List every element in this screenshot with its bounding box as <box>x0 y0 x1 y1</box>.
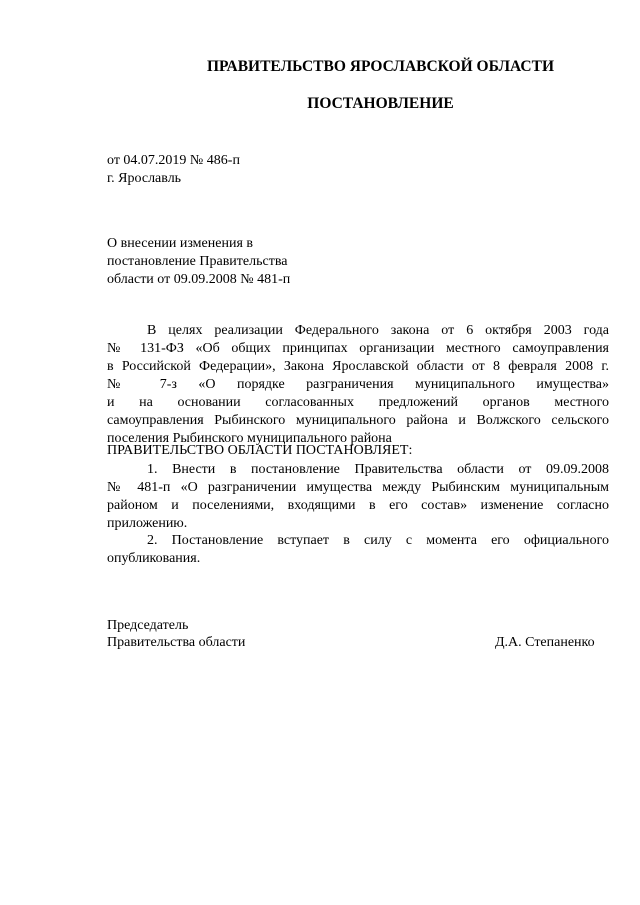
subject-line: постановление Правительства <box>107 254 288 269</box>
item-1-line: приложению. <box>107 516 188 531</box>
item-1-line: 1. Внести в постановление Правительства области от 09.09.2008 <box>147 462 609 477</box>
item-2-line: опубликования. <box>107 551 201 566</box>
document-type: ПОСТАНОВЛЕНИЕ <box>307 95 454 112</box>
preamble-line: № 131-ФЗ «Об общих принципах организации местного самоуправления <box>107 341 609 356</box>
resolves-line: ПРАВИТЕЛЬСТВО ОБЛАСТИ ПОСТАНОВЛЯЕТ: <box>107 443 413 458</box>
preamble-line: и на основании согласованных предложений органов местного <box>107 395 609 410</box>
signatory-title: Правительства области <box>107 635 246 650</box>
subject-line: области от 09.09.2008 № 481-п <box>107 272 291 287</box>
preamble-line: поселения Рыбинского муниципального района <box>107 431 392 446</box>
preamble-line: в Российской Федерации», Закона Ярославской области от 8 февраля 2008 г. <box>107 359 609 374</box>
preamble-line: самоуправления Рыбинского муниципального района и Волжского сельского <box>107 413 609 428</box>
signatory-name: Д.А. Степаненко <box>495 635 595 650</box>
government-title: ПРАВИТЕЛЬСТВО ЯРОСЛАВСКОЙ ОБЛАСТИ <box>206 58 555 75</box>
signatory-title: Председатель <box>107 618 189 633</box>
item-2-line: 2. Постановление вступает в силу с момента его официального <box>147 533 609 548</box>
date-number: от 04.07.2019 № 486-п <box>107 153 240 168</box>
item-1-line: районом и поселениями, входящими в его состав» изменение согласно <box>107 498 609 513</box>
preamble-line: В целях реализации Федерального закона от 6 октября 2003 года <box>147 323 609 338</box>
city: г. Ярославль <box>107 171 182 186</box>
item-1-line: № 481-п «О разграничении имущества между Рыбинским муниципальным <box>107 480 609 495</box>
preamble-line: № 7-з «О порядке разграничения муниципального имущества» <box>107 377 609 392</box>
subject-line: О внесении изменения в <box>107 236 253 251</box>
